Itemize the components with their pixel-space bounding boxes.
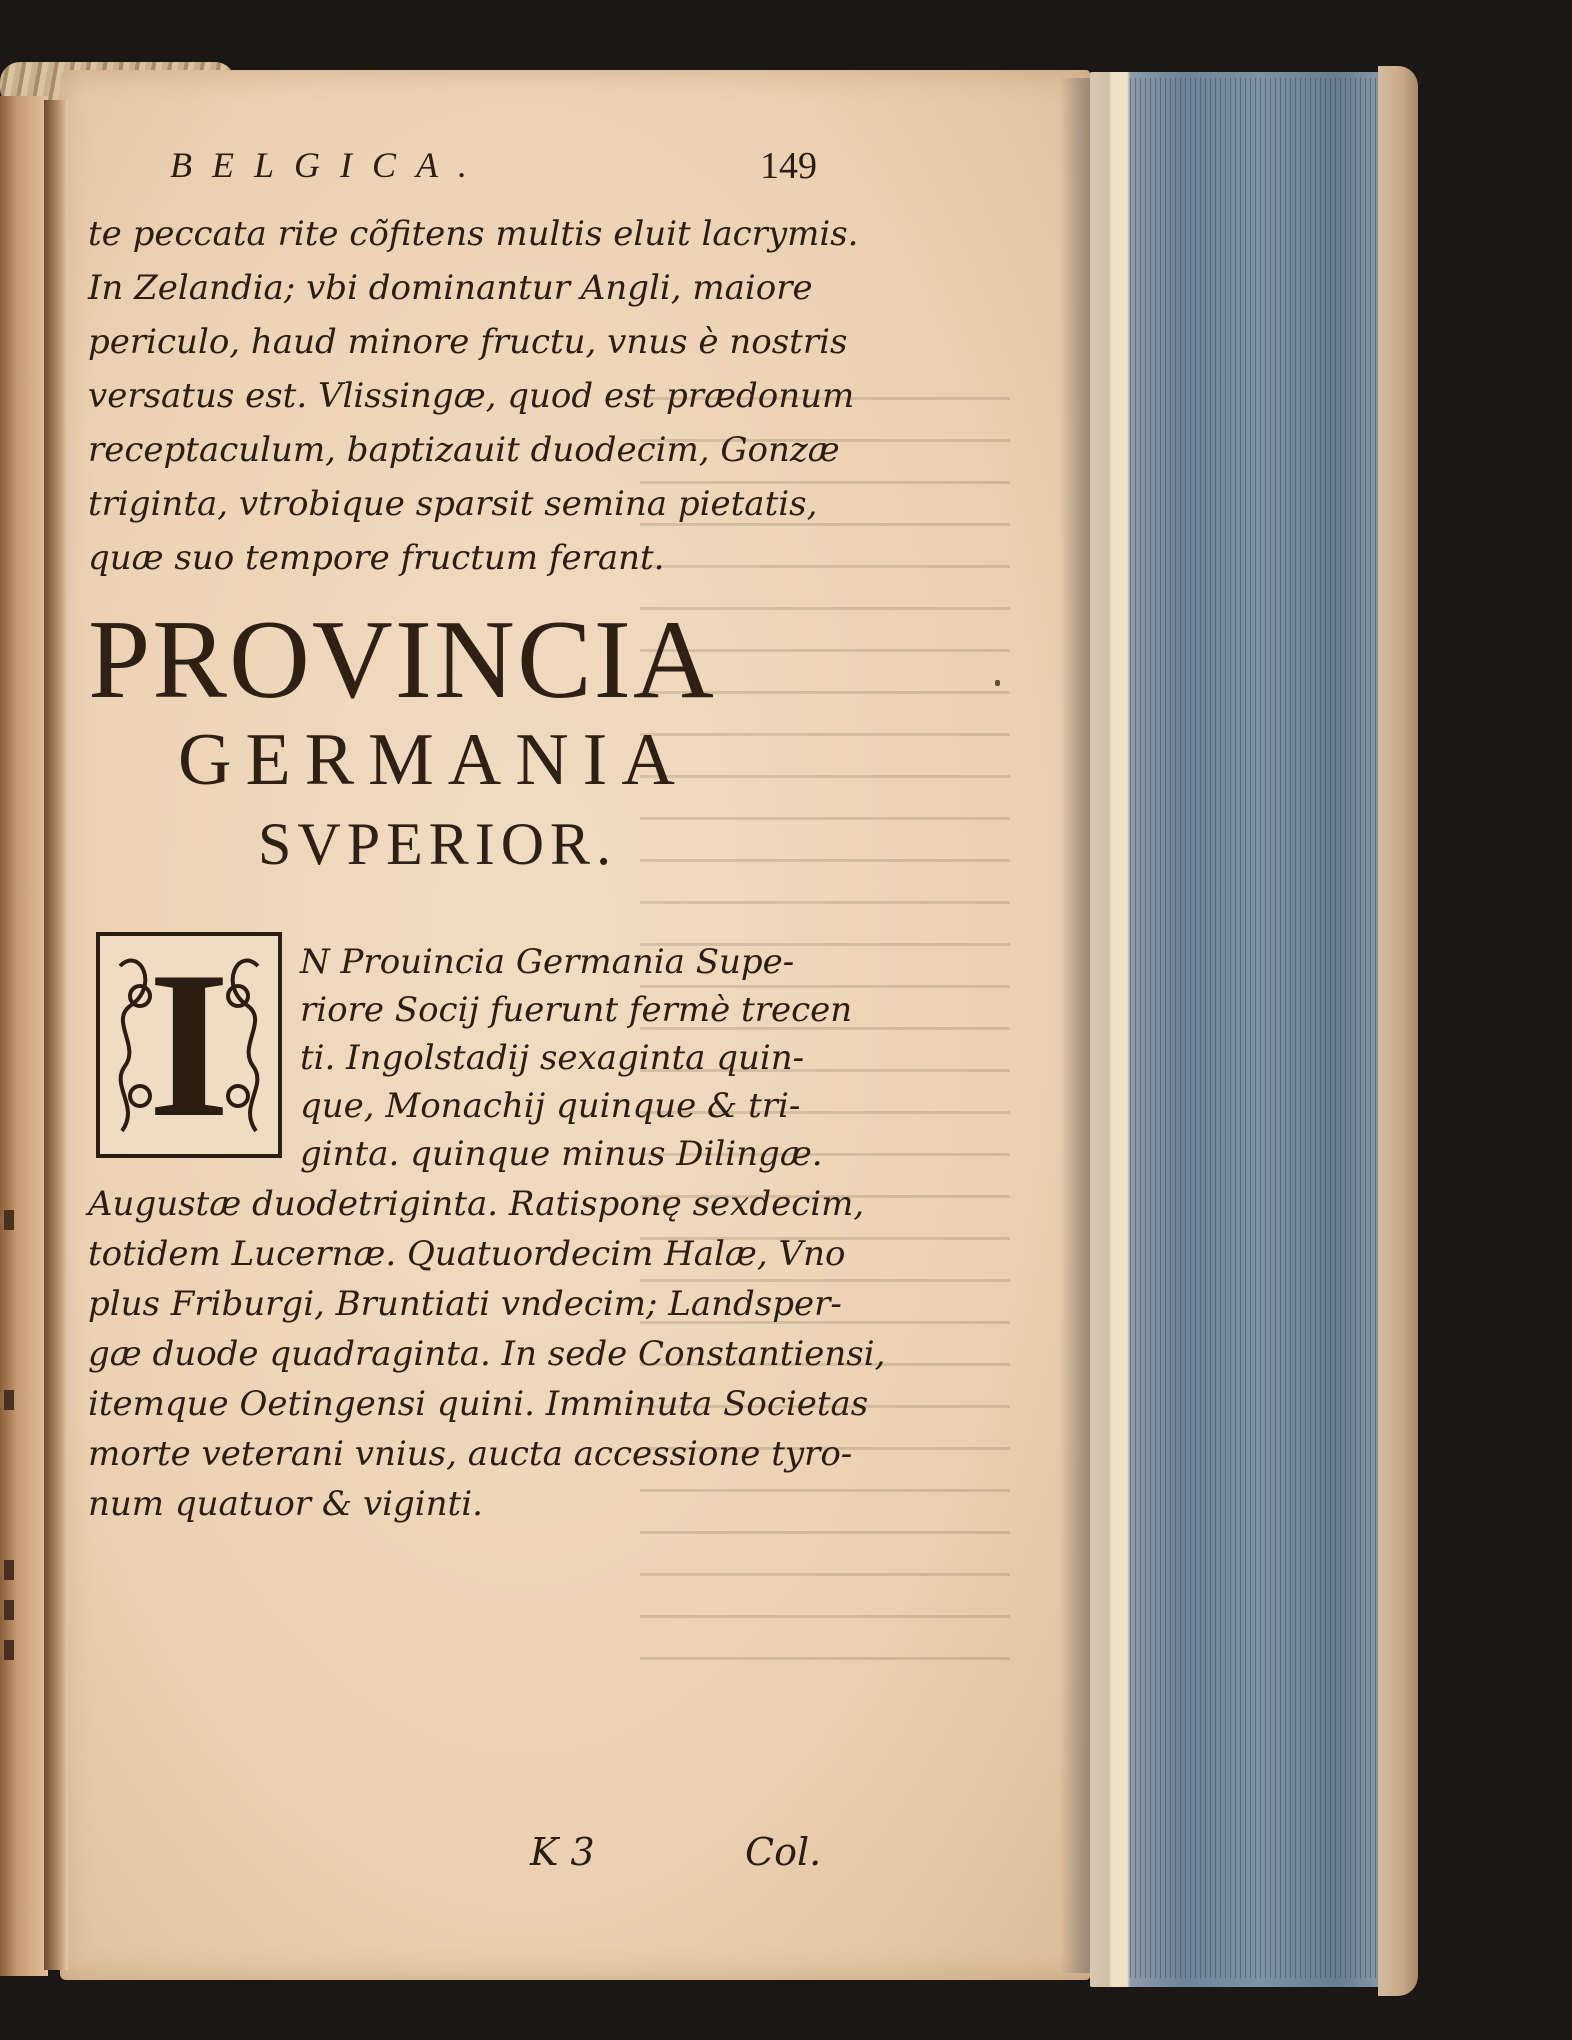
text-line: ginta. quinque minus Dilingæ. [300, 1134, 823, 1174]
text-line: periculo, haud minore fructu, vnus è nostris [88, 322, 848, 362]
text-line: totidem Lucernæ. Quatuordecim Halæ, Vno [88, 1234, 846, 1274]
left-page-mark [4, 1390, 14, 1410]
text-line: N Prouincia Germania Supe- [300, 942, 795, 982]
page-number: 149 [760, 145, 817, 187]
vellum-cover [1378, 66, 1418, 1996]
left-page-mark [4, 1640, 14, 1660]
gutter [44, 100, 68, 1970]
left-page-mark [4, 1210, 14, 1230]
signature-mark: K 3 [530, 1830, 595, 1874]
text-line: In Zelandia; vbi dominantur Angli, maiore [88, 268, 813, 308]
running-head: BELGICA. [170, 145, 487, 185]
text-line: num quatuor & viginti. [88, 1484, 483, 1524]
initial-letter: I [148, 929, 230, 1161]
text-line: itemque Oetingensi quini. Imminuta Societas [88, 1384, 869, 1424]
heading-superior: SVPERIOR. [258, 811, 618, 877]
text-line: receptaculum, baptizauit duodecim, Gonzæ [88, 430, 840, 470]
left-page-mark [4, 1560, 14, 1580]
page-leaves [1130, 78, 1380, 1978]
text-line: Augustæ duodetriginta. Ratisponę sexdecim, [88, 1184, 865, 1224]
text-line: versatus est. Vlissingæ, quod est prædonum [88, 376, 855, 416]
ink-spot [995, 680, 1000, 686]
heading-provincia: PROVINCIA [88, 598, 716, 722]
text-line: morte veterani vnius, aucta accessione tyro- [88, 1434, 853, 1474]
heading-germania: GERMANIA [178, 719, 689, 801]
decorated-initial [96, 929, 282, 1161]
text-line: te peccata rite cõfitens multis eluit lacrymis. [88, 214, 859, 254]
catchword: Col. [745, 1830, 822, 1874]
text-line: plus Friburgi, Bruntiati vndecim; Landsper- [88, 1284, 842, 1324]
text-line: riore Socij fuerunt fermè trecen [300, 990, 853, 1030]
left-page-mark [4, 1600, 14, 1620]
text-line: que, Monachij quinque & tri- [300, 1086, 801, 1126]
text-line: triginta, vtrobique sparsit semina pietatis, [88, 484, 818, 524]
text-line: ti. Ingolstadij sexaginta quin- [300, 1038, 805, 1078]
text-line: quæ suo tempore fructum ferant. [88, 538, 665, 578]
text-line: gæ duode quadraginta. In sede Constantiensi, [88, 1334, 886, 1374]
left-page-edge [0, 96, 48, 1976]
